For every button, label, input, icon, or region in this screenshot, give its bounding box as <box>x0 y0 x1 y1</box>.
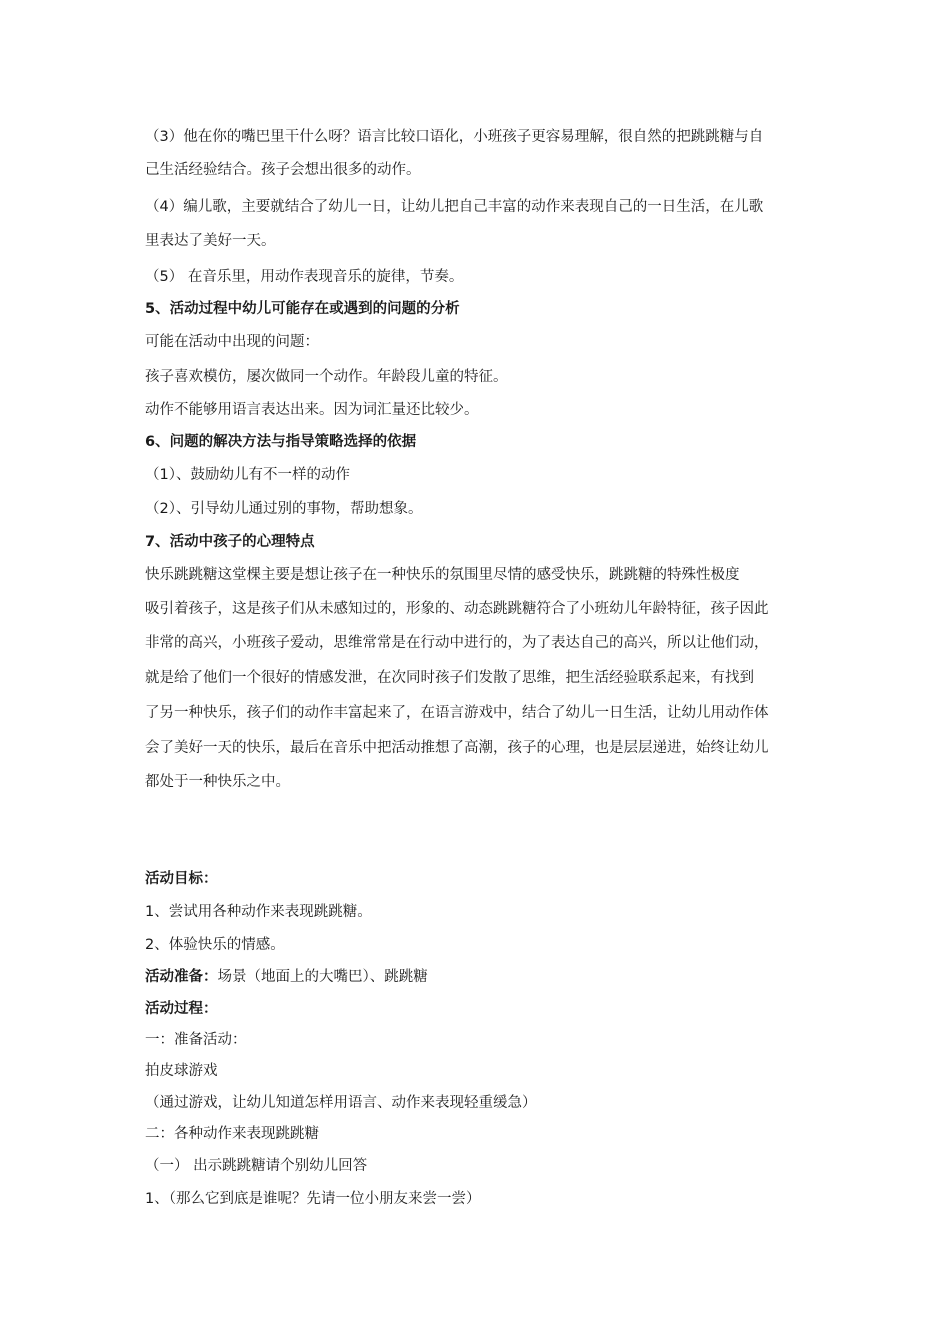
text-line: 可能在活动中出现的问题： <box>145 334 319 350</box>
text-line: （通过游戏，让幼儿知道怎样用语言、动作来表现轻重缓急） <box>145 1095 537 1111</box>
inline-text: 场景（地面上的大嘴巴）、跳跳糖 <box>217 969 428 985</box>
section-heading: 6、问题的解决方法与指导策略选择的依据 <box>145 434 417 450</box>
text-line: （一） 出示跳跳糖请个别幼儿回答 <box>145 1158 368 1174</box>
text-line: （4）编儿歌，主要就结合了幼儿一日，让幼儿把自己丰富的动作来表现自己的一日生活，在儿歌 <box>145 199 764 215</box>
text-line: （2）、引导幼儿通过别的事物，帮助想象。 <box>145 501 423 517</box>
text-line: 都处于一种快乐之中。 <box>145 774 290 790</box>
text-line: 1、（那么它到底是谁呢？先请一位小朋友来尝一尝） <box>145 1191 481 1207</box>
text-line: 1、尝试用各种动作来表现跳跳糖。 <box>145 904 372 920</box>
text-line: 拍皮球游戏 <box>145 1063 218 1079</box>
text-line: 了另一种快乐，孩子们的动作丰富起来了，在语言游戏中，结合了幼儿一日生活，让幼儿用动作体 <box>145 705 769 721</box>
section-heading: 5、活动过程中幼儿可能存在或遇到的问题的分析 <box>145 301 460 317</box>
inline-label: 活动准备： <box>145 969 218 985</box>
text-line: 动作不能够用语言表达出来。因为词汇量还比较少。 <box>145 402 479 418</box>
text-line: 己生活经验结合。孩子会想出很多的动作。 <box>145 162 421 178</box>
text-line: 里表达了美好一天。 <box>145 233 276 249</box>
text-line: （1）、鼓励幼儿有不一样的动作 <box>145 467 350 483</box>
text-line: 快乐跳跳糖这堂棵主要是想让孩子在一种快乐的氛围里尽情的感受快乐，跳跳糖的特殊性极度 <box>145 567 740 583</box>
text-line: 非常的高兴，小班孩子爱动，思维常常是在行动中进行的，为了表达自己的高兴，所以让他们动， <box>145 635 769 651</box>
text-line: 一：准备活动： <box>145 1032 247 1048</box>
text-line: 2、体验快乐的情感。 <box>145 937 285 953</box>
text-line: 孩子喜欢模仿，屡次做同一个动作。年龄段儿童的特征。 <box>145 369 508 385</box>
text-line: （3）他在你的嘴巴里干什么呀？语言比较口语化，小班孩子更容易理解，很自然的把跳跳糖与自 <box>145 129 764 145</box>
text-line: 二：各种动作来表现跳跳糖 <box>145 1126 319 1142</box>
activity-preparation-line <box>145 967 825 987</box>
text-line: （5） 在音乐里，用动作表现音乐的旋律，节奏。 <box>145 269 464 285</box>
text-line: 就是给了他们一个很好的情感发泄，在次同时孩子们发散了思维，把生活经验联系起来，有找到 <box>145 670 754 686</box>
text-line: 吸引着孩子，这是孩子们从未感知过的，形象的、动态跳跳糖符合了小班幼儿年龄特征，孩子因此 <box>145 601 769 617</box>
section-heading: 活动过程： <box>145 1001 218 1017</box>
section-heading: 7、活动中孩子的心理特点 <box>145 534 315 550</box>
text-line: 会了美好一天的快乐，最后在音乐中把活动推想了高潮，孩子的心理，也是层层递进，始终让幼儿 <box>145 740 769 756</box>
section-heading: 活动目标： <box>145 871 218 887</box>
